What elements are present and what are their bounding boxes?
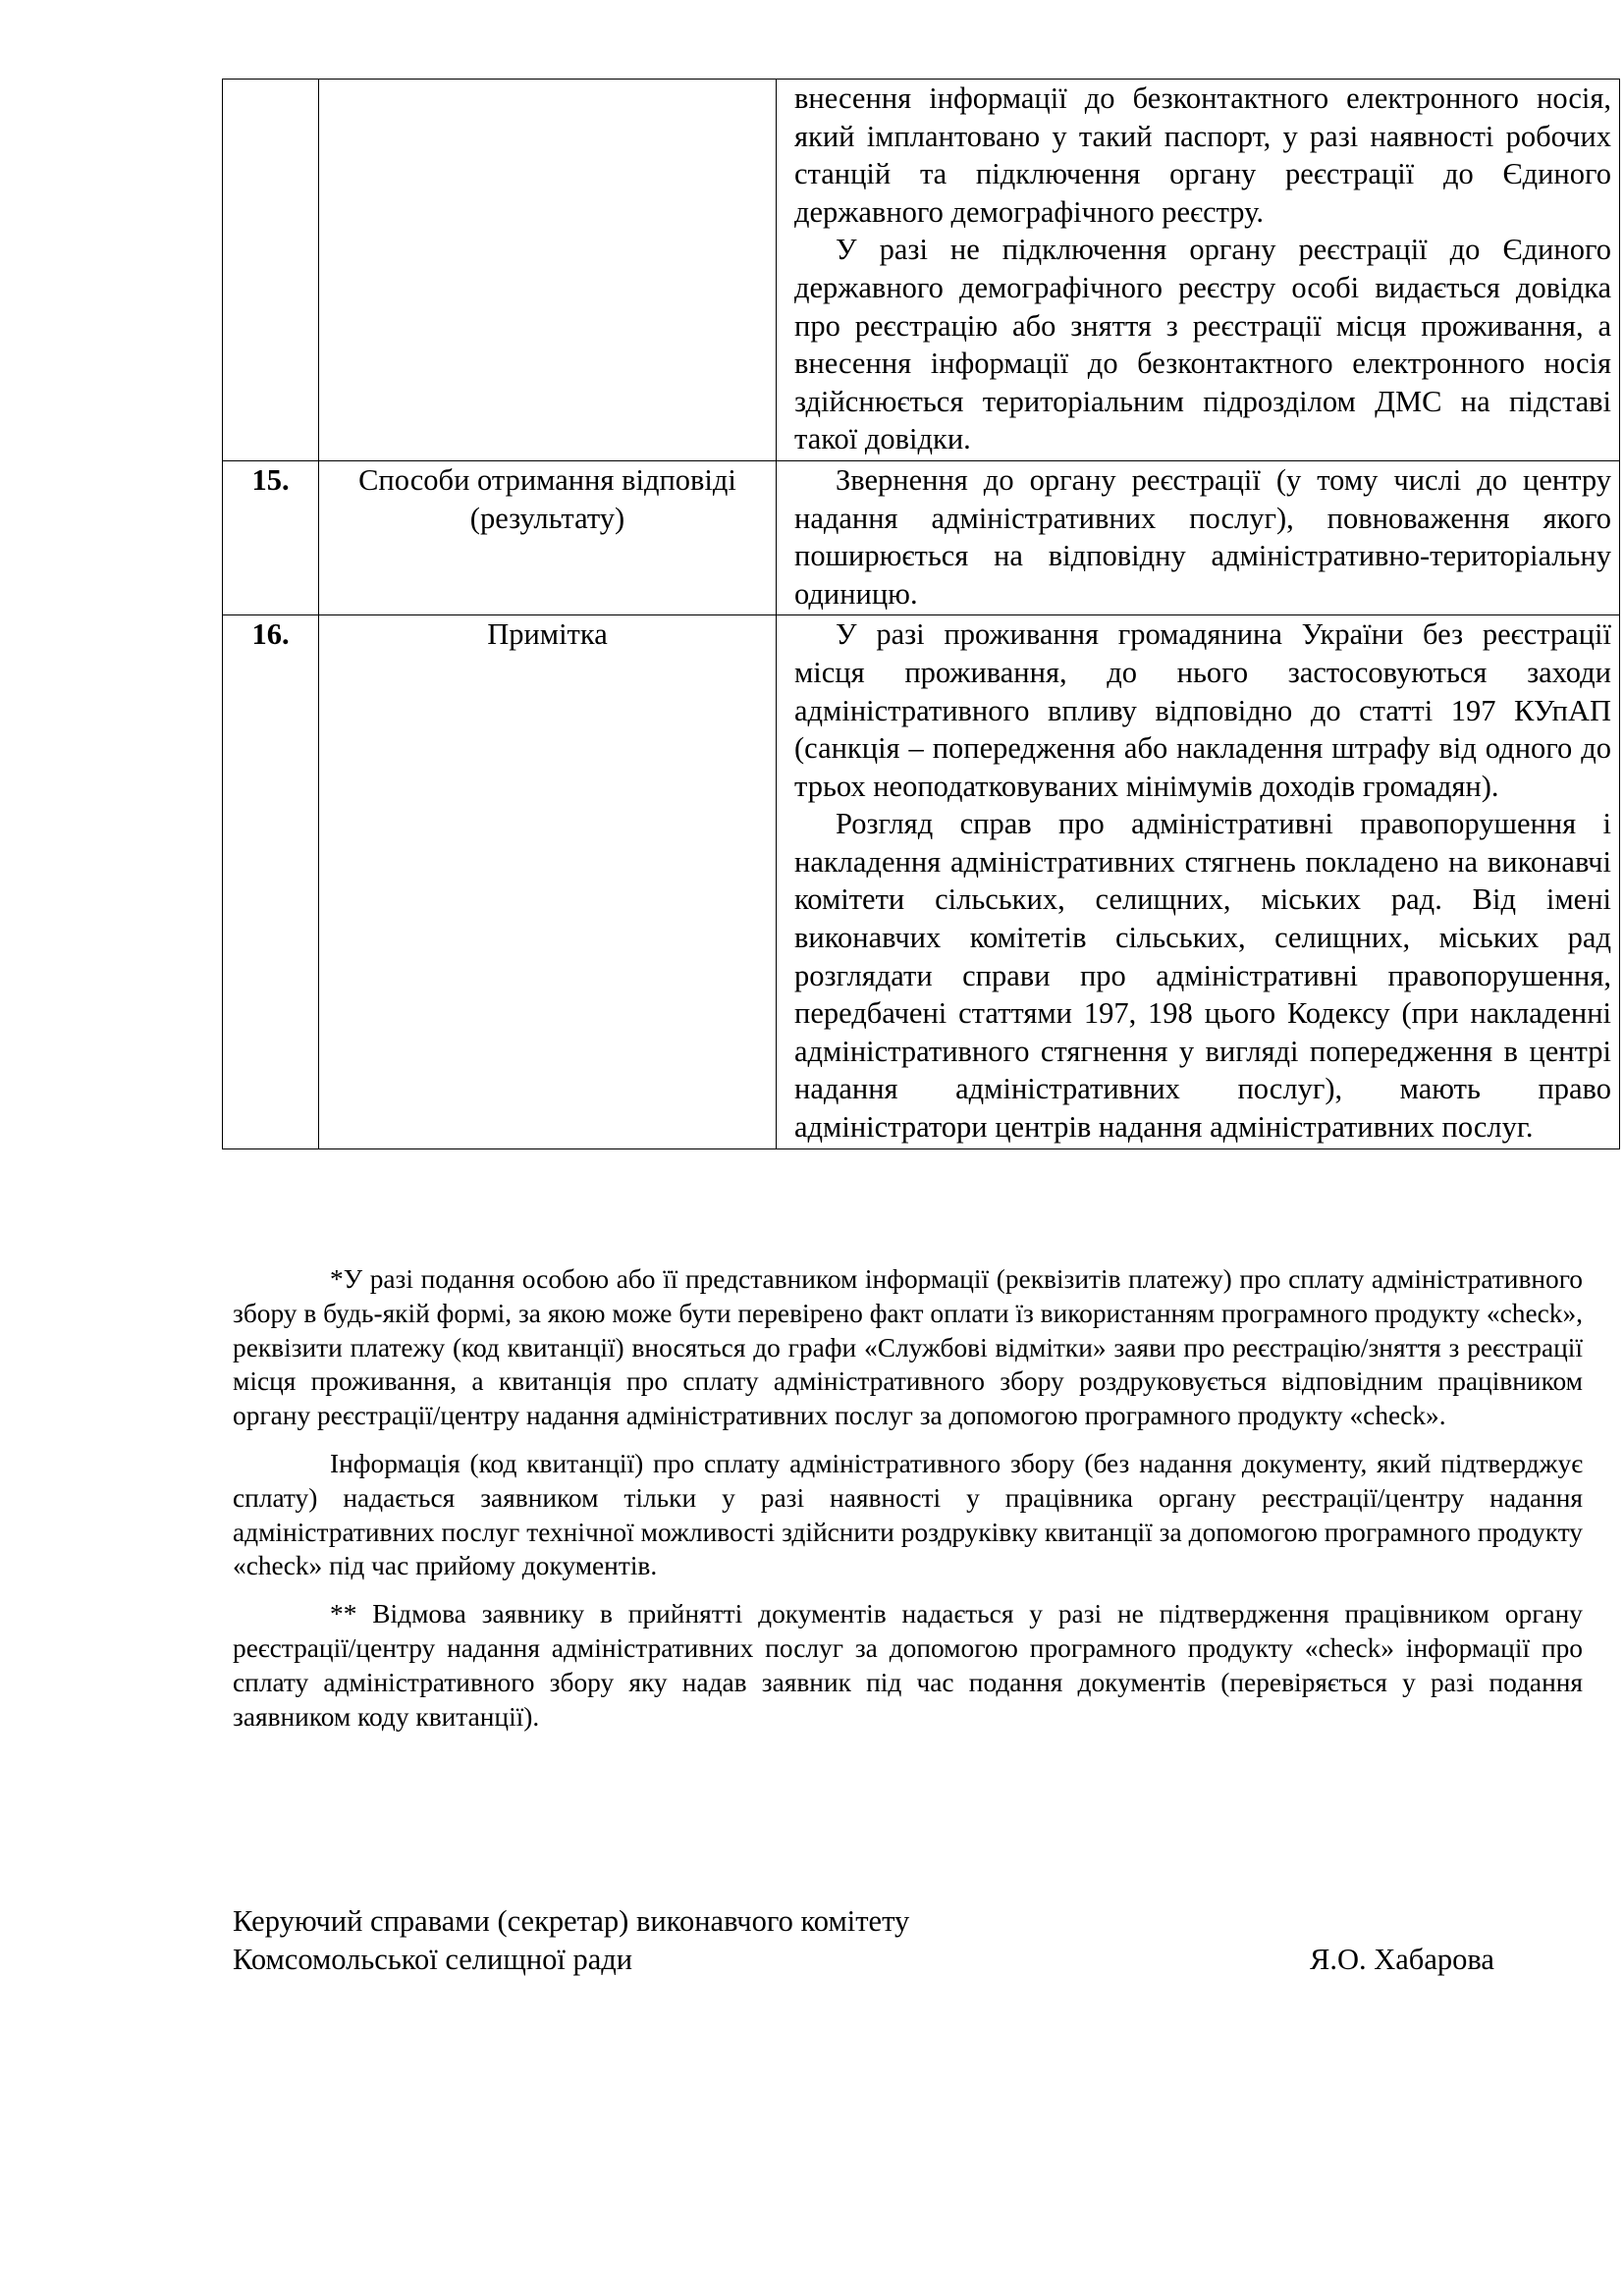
footnotes bbox=[233, 1262, 1583, 1747]
table-row bbox=[223, 80, 1620, 461]
content-paragraph: Звернення до органу реєстрації (у тому числі до центру надання адміністративних послуг), повноваження якого поширюється на відповідну адміністративно-територіальну одиницю. bbox=[794, 462, 1611, 611]
footnote-paragraph: Інформація (код квитанції) про сплату адміністративного збору (без надання документу, який підтверджує сплату) надається заявником тільки у разі наявності у працівника органу реєстрації/центру надання адміністративних послуг технічної можливості здійснити роздруківку квитанції за допомогою програмного продукту «check» під час прийому документів. bbox=[233, 1448, 1583, 1581]
row-content-cell bbox=[777, 615, 1620, 1148]
content-paragraph: У разі не підключення органу реєстрації до Єдиного державного демографічного реєстру особі видається довідка про реєстрацію або зняття з реєстрації місця проживання, а внесення інформації до безконтактного електронного носія здійснюється територіальним підрозділом ДМС на підставі такої довідки. bbox=[794, 233, 1611, 456]
content-paragraph: внесення інформації до безконтактного електронного носія, який імплантовано у такий паспорт, у разі наявності робочих станцій та підключення органу реєстрації до Єдиного державного демографічного реєстру. bbox=[794, 81, 1611, 229]
signatory-name: Я.О. Хабарова bbox=[1310, 1943, 1494, 1976]
row-name-cell: Способи отримання відповіді (результату) bbox=[319, 460, 777, 614]
row-content-cell bbox=[777, 460, 1620, 614]
services-table bbox=[222, 79, 1620, 1149]
table-row bbox=[223, 460, 1620, 614]
row-number-cell bbox=[223, 80, 319, 461]
content-paragraph: Розгляд справ про адміністративні правопорушення і накладення адміністративних стягнень покладено на виконавчі комітети сільських, селищних, міських рад. Від імені виконавчих комітетів сільських, селищних, міських рад розглядати справи про адміністративні правопорушення, передбачені статтями 197, 198 цього Кодексу (при накладенні адміністративного стягнення у вигляді попередження в центрі надання адміністративних послуг), мають право адміністратори центрів надання адміністративних послуг. bbox=[794, 807, 1611, 1145]
signature-block bbox=[233, 1902, 1509, 1979]
row-name-cell bbox=[319, 80, 777, 461]
footnote-paragraph: *У разі подання особою або її представником інформації (реквізитів платежу) про сплату адміністративного збору в будь-якій формі, за якою може бути перевірено факт оплати їз використанням програмного продукту «check», реквізити платежу (код квитанції) вносяться до графи «Службові відмітки» заяви про реєстрацію/зняття з реєстрації місця проживання, а квитанція про сплату адміністративного збору роздруковується відповідним працівником органу реєстрації/центру надання адміністративних послуг за допомогою програмного продукту «check». bbox=[233, 1264, 1583, 1431]
row-name-cell: Примітка bbox=[319, 615, 777, 1148]
signatory-organization: Комсомольської селищної ради bbox=[233, 1943, 633, 1976]
footnote-paragraph: ** Відмова заявнику в прийнятті документів надається у разі не підтвердження працівником органу реєстрації/центру надання адміністративних послуг за допомогою програмного продукту «check» інформації про сплату адміністративного збору яку надав заявник під час подання документів (перевіряється у разі подання заявником коду квитанції). bbox=[233, 1599, 1583, 1732]
content-paragraph: У разі проживання громадянина України без реєстрації місця проживання, до нього застосовуються заходи адміністративного впливу відповідно до статті 197 КУпАП (санкція – попередження або накладення штрафу від одного до трьох неоподатковуваних мінімумів доходів громадян). bbox=[794, 617, 1611, 803]
row-content-cell bbox=[777, 80, 1620, 461]
row-number-cell: 15. bbox=[223, 460, 319, 614]
signatory-position: Керуючий справами (секретар) виконавчого комітету bbox=[233, 1904, 910, 1938]
row-number-cell: 16. bbox=[223, 615, 319, 1148]
table-row bbox=[223, 615, 1620, 1148]
